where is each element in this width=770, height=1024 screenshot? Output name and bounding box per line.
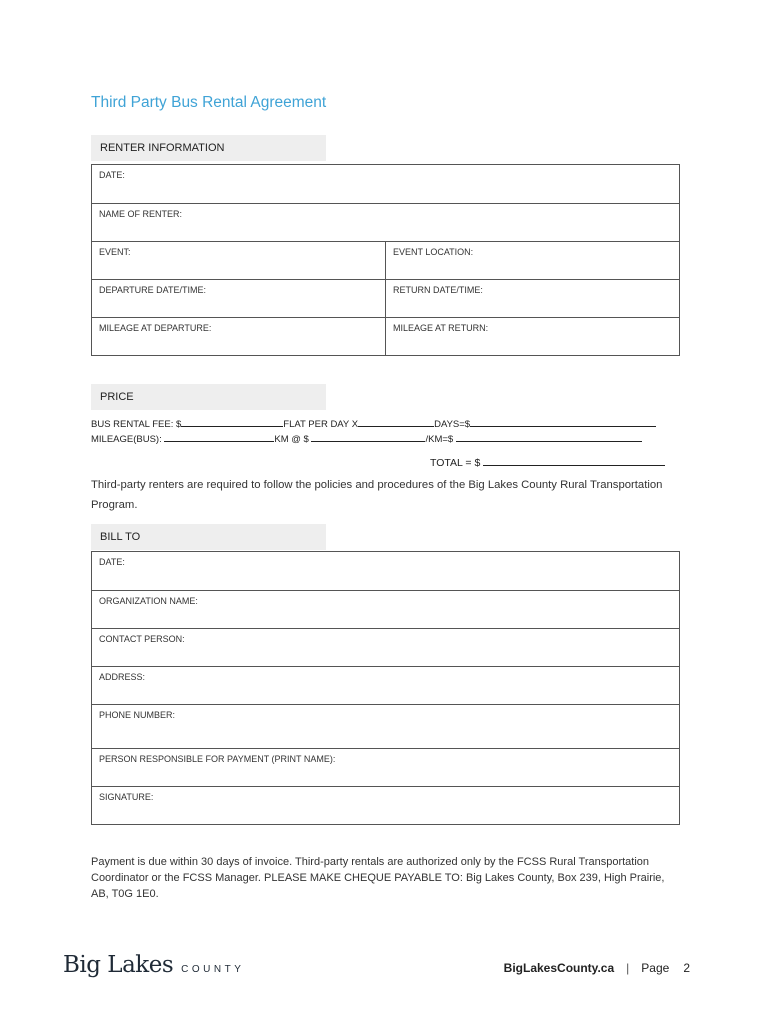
document-title: Third Party Bus Rental Agreement bbox=[91, 94, 327, 111]
policy-paragraph: Third-party renters are required to follow the policies and procedures of the Big Lakes County Rural Transportation Program. bbox=[91, 479, 663, 511]
bill-date-field[interactable]: DATE: bbox=[99, 557, 125, 567]
mileage-bus-label: MILEAGE(BUS): bbox=[91, 434, 165, 445]
renter-info-table bbox=[91, 164, 680, 356]
signature-field[interactable]: SIGNATURE: bbox=[99, 792, 154, 802]
bill-section-heading: BILL TO bbox=[91, 524, 326, 550]
rental-subtotal-blank[interactable] bbox=[470, 418, 656, 427]
total-line bbox=[430, 457, 665, 469]
renter-row-mileage bbox=[92, 317, 679, 355]
km-rate-blank[interactable] bbox=[311, 433, 425, 442]
price-section-heading: PRICE bbox=[91, 384, 326, 410]
responsible-field[interactable]: PERSON RESPONSIBLE FOR PAYMENT (PRINT NAME): bbox=[99, 754, 336, 764]
total-label: TOTAL = $ bbox=[430, 457, 484, 469]
bill-row-responsible bbox=[92, 748, 679, 786]
bill-row-date bbox=[92, 552, 679, 590]
rental-fee-label: BUS RENTAL FEE: $ bbox=[91, 419, 182, 430]
return-field[interactable]: RETURN DATE/TIME: bbox=[393, 285, 483, 295]
contact-field[interactable]: CONTACT PERSON: bbox=[99, 634, 185, 644]
mileage-departure-field[interactable]: MILEAGE AT DEPARTURE: bbox=[92, 318, 386, 355]
price-line-rental bbox=[91, 418, 656, 430]
logo-subtitle: COUNTY bbox=[181, 964, 245, 975]
mileage-subtotal-blank[interactable] bbox=[456, 433, 642, 442]
km-rate-label: KM @ $ bbox=[274, 434, 312, 445]
renter-row-event bbox=[92, 241, 679, 279]
bill-row-address bbox=[92, 666, 679, 704]
departure-field[interactable]: DEPARTURE DATE/TIME: bbox=[92, 280, 386, 317]
rental-fee-blank[interactable] bbox=[181, 418, 283, 427]
page-label: Page bbox=[641, 961, 670, 975]
flat-per-day-label: FLAT PER DAY X bbox=[283, 419, 359, 430]
renter-row-date bbox=[92, 165, 679, 203]
website-link[interactable]: BigLakesCounty.ca bbox=[503, 961, 615, 975]
organization-field[interactable]: ORGANIZATION NAME: bbox=[99, 596, 198, 606]
logo-wordmark: Big Lakes bbox=[63, 952, 174, 978]
event-location-field[interactable]: EVENT LOCATION: bbox=[393, 247, 474, 257]
bill-row-signature bbox=[92, 786, 679, 824]
bill-row-organization bbox=[92, 590, 679, 628]
phone-field[interactable]: PHONE NUMBER: bbox=[99, 710, 176, 720]
days-label: DAYS=$ bbox=[434, 419, 471, 430]
mileage-return-field[interactable]: MILEAGE AT RETURN: bbox=[393, 323, 489, 333]
payment-paragraph: Payment is due within 30 days of invoice. Third-party rentals are authorized only by the FCSS Rural Transportation Coordinator or the FCSS Manager. PLEASE MAKE CHEQUE PAYABLE TO: Big Lakes County, Box 239, High Prairie, AB, T0G 1E0. bbox=[91, 856, 665, 900]
bill-row-phone bbox=[92, 704, 679, 748]
event-field[interactable]: EVENT: bbox=[92, 242, 386, 279]
renter-name-field[interactable]: NAME OF RENTER: bbox=[99, 209, 183, 219]
renter-section-heading: RENTER INFORMATION bbox=[91, 135, 326, 161]
page-number: 2 bbox=[683, 961, 690, 975]
bill-row-contact bbox=[92, 628, 679, 666]
total-blank[interactable] bbox=[483, 457, 665, 466]
days-blank[interactable] bbox=[358, 418, 434, 427]
renter-row-name bbox=[92, 203, 679, 241]
address-field[interactable]: ADDRESS: bbox=[99, 672, 146, 682]
renter-date-field[interactable]: DATE: bbox=[99, 170, 125, 180]
price-line-mileage bbox=[91, 433, 642, 445]
bill-to-table bbox=[91, 551, 680, 825]
km-blank[interactable] bbox=[164, 433, 274, 442]
per-km-label: /KM=$ bbox=[425, 434, 456, 445]
footer-separator: | bbox=[626, 961, 630, 975]
footer-page-info bbox=[504, 961, 690, 975]
renter-row-dates bbox=[92, 279, 679, 317]
big-lakes-logo bbox=[63, 952, 244, 978]
